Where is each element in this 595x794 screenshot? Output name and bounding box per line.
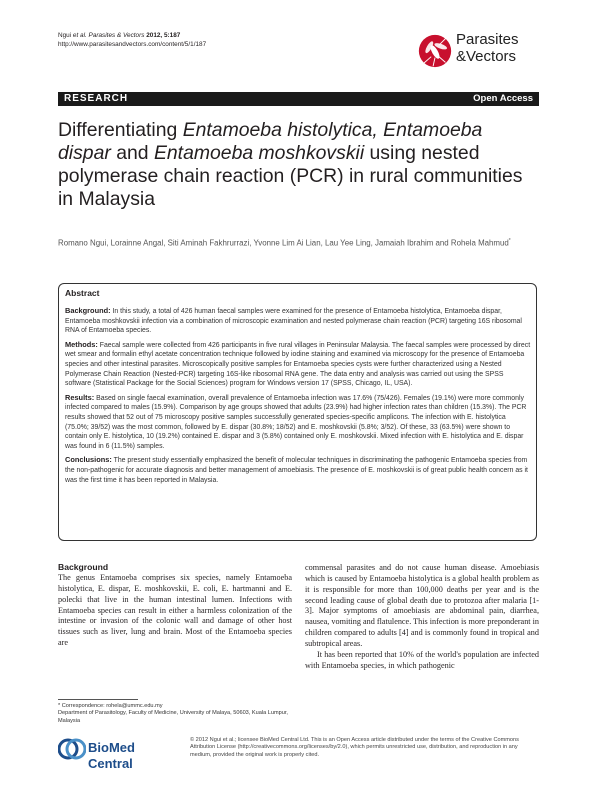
article-type-label: RESEARCH [64, 93, 129, 104]
footnote [58, 703, 292, 725]
mosquito-icon [416, 32, 454, 70]
citation [58, 32, 206, 49]
abstract-body [65, 306, 531, 489]
abstract-conclusions: Conclusions: The present study essentially emphasized the benefit of molecular techniques in discriminating the pathogenic Entamoeba species from the non-pathogenic for accurate diagnosis and better management of amoebiasis. The presence of E. moshkovskii is of great public health concern as it was the first time it has been reported in Malaysia. [65, 455, 528, 484]
abstract-results: Results: Based on single faecal examination, overall prevalence of Entamoeba infection was 17.6% (75/426). Females (19.1%) were more commonly infected compared to males (15.9%). Comparison by age groups showed that adults (23.9%) had higher infection rates than children (15.3%). The PCR results showed that 52 out of 75 microscopy positive samples successfully generated species-specific amplicons. The infection with E. histolytica (75.0%; 39/52) was the most common, followed by E. dispar (30.8%; 18/52) and E. moshkovskii (5.8%; 3/52). Of these, 33 (63.5%) were shown to contain only E. histolytica, 10 (19.2%) contained E. dispar and 3 (5.8%) contained only E. moshkovskii. Mixed infection with E. histolytica and E. dispar was found in 6 (11.5%) samples. [65, 392, 527, 450]
publisher-logo[interactable] [58, 738, 178, 771]
footnote-divider [58, 699, 138, 700]
author-list: Romano Ngui, Lorainne Angal, Siti Aminah Fakhrurrazi, Yvonne Lim Ai Lian, Lau Yee Ling, Jamaiah Ibrahim and Rohela Mahmud* [58, 238, 511, 248]
background-heading: Background [58, 562, 109, 572]
body-right-column [305, 563, 539, 671]
citation-url[interactable]: http://www.parasitesandvectors.com/content/5/1/187 [58, 40, 207, 48]
abstract-background: Background: In this study, a total of 426 human faecal samples were examined for the presence of Entamoeba histolytica, Entamoeba dispar, Entamoeba moshkovskii infection via a combination of microscopic examination and nested polymerase chain reaction (PCR) targeting 16S ribosomal RNA of Entamoeba species. [65, 306, 522, 335]
correspondence-email[interactable]: * Correspondence: rohela@ummc.edu.my [58, 703, 163, 709]
corresponding-author-mark: * [508, 238, 511, 244]
citation-line1: Ngui et al. Parasites & Vectors 2012, 5:187 [58, 32, 181, 39]
abstract-methods: Methods: Faecal sample were collected from 426 participants in five rural villages in Peninsular Malaysia. The faecal samples were processed by direct wet smear and formalin ethyl acetate concentration technique followed by iodine staining and examined via microscopy for the presence of Entamoeba species and other intestinal parasites. Microscopically positive samples for Entamoeba species cysts were further characterized using a Nested Polymerase Chain Reaction (Nested-PCR) targeting 16S-like ribosomal RNA gene. The data entry and analysis was carried out using the SPSS software (Statistical Package for the Social Sciences) program for Windows version 17 (SPSS, Chicago, IL, USA). [65, 339, 531, 388]
copyright-notice: © 2012 Ngui et al.; licensee BioMed Central Ltd. This is an Open Access article distributed under the terms of the Creative Commons Attribution License (http://creativecommons.org/licenses/by/2.0), which permits unrestricted use, distribution, and reproduction in any medium, provided the original work is properly cited. [190, 737, 519, 758]
body-paragraph: The genus Entamoeba comprises six species, namely Entamoeba histolytica, E. dispar, E. moshkovskii, E. coli, E. hartmanni and E. polecki that live in the human intestinal lumen. Infections with Entamoeba species can result in either a harmless colonization of the intestine or invasion of the colonic wall and damage of other host tissues such as liver, lung and brain. Most of the Entamoeba species are [58, 573, 292, 648]
affiliation: Department of Parasitology, Faculty of Medicine, University of Malaya, 50603, Kuala Lumpur, Malaysia [58, 710, 288, 724]
abstract-box [58, 283, 537, 541]
abstract-heading: Abstract [65, 288, 100, 298]
body-left-column [58, 562, 292, 649]
open-access-label: Open Access [473, 93, 533, 104]
journal-logo-text: Parasites &Vectors [456, 31, 519, 65]
publisher-name: BioMed Central [88, 740, 135, 771]
body-paragraph: commensal parasites and do not cause human disease. Amoebiasis which is caused by Entamoeba histolytica is a global health problem as it is responsible for more than 100,000 deaths per year and is the second leading cause of global death due to protozoa after malaria [1-3]. Major symptoms of amoebiasis are abdominal pain, diarrhea, nausea, vomiting and flatulence. This infection is more preponderant in children compared to adults [4] and is commonly found in tropical and subtropical areas. [305, 563, 539, 648]
article-type-bar [58, 92, 539, 106]
body-paragraph: It has been reported that 10% of the world's population are infected with Entamoeba species, in which pathogenic [305, 649, 539, 670]
article-title: Differentiating Entamoeba histolytica, Entamoeba dispar and Entamoeba moshkovskii using nested polymerase chain reaction (PCR) in rural communities in Malaysia [58, 119, 523, 210]
biomed-central-icon [58, 738, 86, 760]
journal-logo[interactable] [416, 30, 541, 74]
